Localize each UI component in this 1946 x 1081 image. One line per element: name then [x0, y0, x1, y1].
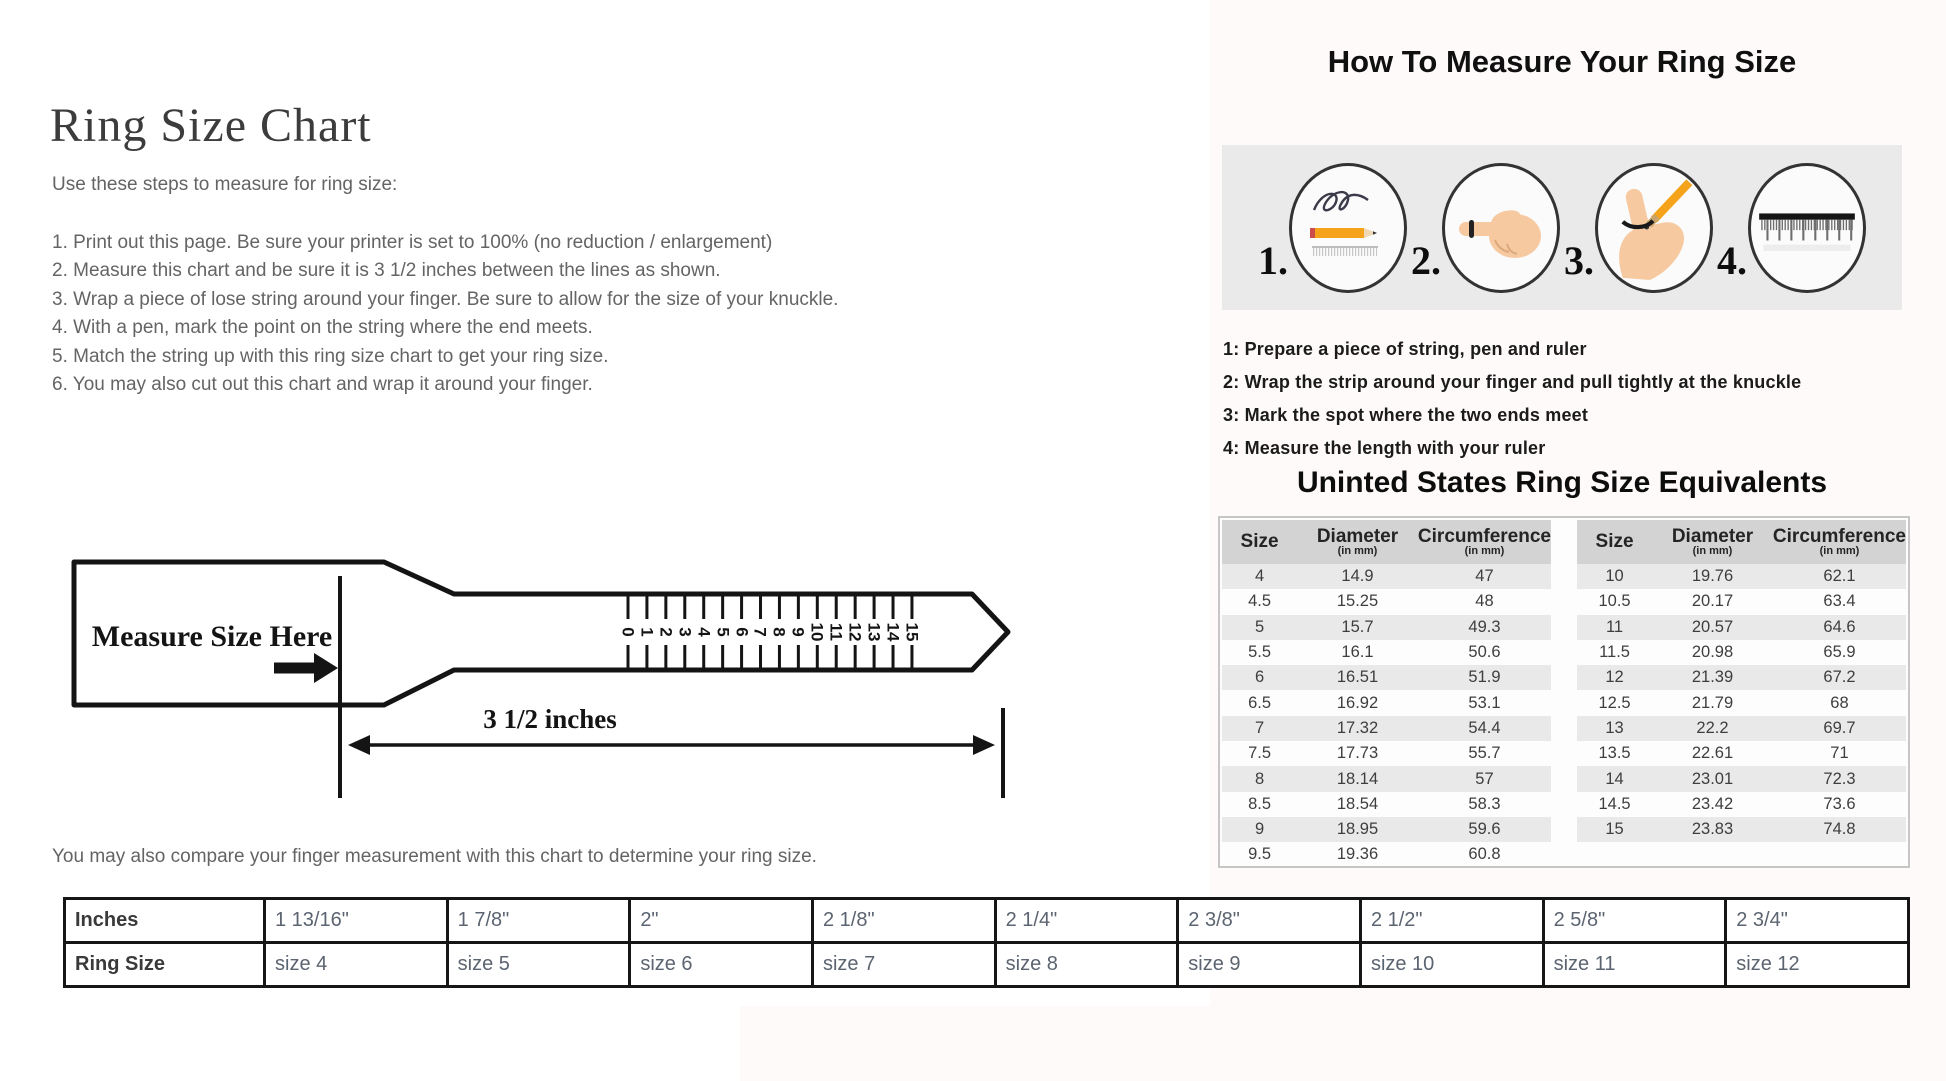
size-table-left-body — [1222, 564, 1551, 868]
circumference-cell: 62.1 — [1823, 567, 1856, 586]
circumference-cell: 60.8 — [1468, 845, 1501, 864]
size-table-row — [1577, 564, 1906, 589]
inches-cell: 2 3/4" — [1726, 899, 1909, 943]
size-table-row — [1577, 792, 1906, 817]
diameter-cell: 23.01 — [1691, 769, 1734, 788]
tick-label: 1 — [637, 627, 657, 637]
illustration-step-4 — [1717, 163, 1866, 293]
diameter-cell: 16.92 — [1336, 693, 1379, 712]
diameter-unit-label: (in mm) — [1692, 545, 1733, 558]
size-cell: 5.5 — [1248, 643, 1271, 662]
dimension-label: 3 1/2 inches — [483, 704, 617, 734]
circumference-cell: 65.9 — [1823, 643, 1856, 662]
inches-cell: 2 5/8" — [1543, 899, 1726, 943]
tick-label: 0 — [618, 627, 638, 637]
how-to-measure-illustrations — [1222, 145, 1902, 310]
inches-cell: 2 3/8" — [1178, 899, 1361, 943]
step-3-circle — [1595, 163, 1713, 293]
measure-size-label: Measure Size Here — [91, 620, 333, 653]
measure-step: 1: Prepare a piece of string, pen and ruler — [1223, 339, 1587, 359]
size-table-row — [1577, 741, 1906, 766]
how-to-measure-heading: How To Measure Your Ring Size — [1327, 44, 1797, 79]
instruction-steps — [52, 229, 838, 399]
size-table-row — [1577, 716, 1906, 741]
diameter-cell — [1652, 842, 1773, 867]
diameter-cell: 20.98 — [1691, 643, 1734, 662]
size-cell: 10.5 — [1598, 592, 1631, 611]
ring-size-cell: size 8 — [995, 943, 1178, 987]
tick-label: 11 — [826, 623, 846, 641]
size-cell: 11.5 — [1599, 643, 1630, 662]
circumference-cell: 68 — [1830, 693, 1849, 712]
diameter-cell: 23.42 — [1691, 794, 1734, 813]
size-table-row — [1577, 766, 1906, 791]
diameter-cell: 17.73 — [1336, 744, 1379, 763]
size-table-row — [1222, 766, 1551, 791]
measure-steps — [1223, 333, 1801, 465]
size-table-row — [1222, 792, 1551, 817]
size-header: Size — [1577, 520, 1652, 564]
size-cell: 8.5 — [1248, 794, 1271, 813]
diameter-cell: 19.36 — [1336, 845, 1379, 864]
diameter-cell: 19.76 — [1691, 567, 1734, 586]
size-table-row — [1222, 817, 1551, 842]
size-cell: 10 — [1605, 567, 1624, 586]
circumference-cell: 48 — [1475, 592, 1494, 611]
instruction-step: 6. You may also cut out this chart and wrap it around your finger. — [52, 374, 593, 396]
size-table-row — [1222, 615, 1551, 640]
size-cell: 6 — [1254, 668, 1265, 687]
size-table-header-row — [1222, 520, 1551, 564]
step-4-circle — [1748, 163, 1866, 293]
measure-step: 4: Measure the length with your ruler — [1223, 438, 1546, 458]
diameter-unit-label: (in mm) — [1337, 545, 1378, 558]
circumference-cell: 55.7 — [1468, 744, 1501, 763]
tick-label: 7 — [750, 627, 770, 637]
size-table-row — [1577, 665, 1906, 690]
dimension-arrow — [348, 735, 995, 755]
size-cell: 12 — [1605, 668, 1624, 687]
inches-cell: 1 7/8" — [447, 899, 630, 943]
diameter-cell: 16.1 — [1341, 643, 1374, 662]
circumference-cell: 73.6 — [1823, 794, 1856, 813]
illustration-step-2 — [1411, 163, 1560, 293]
size-cell: 7 — [1254, 718, 1265, 737]
inches-cell: 2" — [630, 899, 813, 943]
circumference-cell: 69.7 — [1823, 718, 1856, 737]
step-number: 2. — [1411, 237, 1441, 283]
size-table-row — [1222, 842, 1551, 867]
illustration-step-1 — [1258, 163, 1407, 293]
intro-text: Use these steps to measure for ring size: — [52, 174, 398, 195]
compare-note: You may also compare your finger measurement with this chart to determine your ring size. — [52, 846, 817, 867]
ring-size-row — [65, 943, 1909, 987]
instruction-step: 1. Print out this page. Be sure your printer is set to 100% (no reduction / enlargement) — [52, 232, 773, 253]
tick-label: 2 — [656, 627, 676, 637]
instruction-step: 2. Measure this chart and be sure it is 3 1/2 inches between the lines as shown. — [52, 260, 721, 282]
circumference-cell: 63.4 — [1823, 592, 1856, 611]
ring-size-cell: size 6 — [630, 943, 813, 987]
ring-size-row-label: Ring Size — [65, 943, 265, 987]
circumference-cell: 57 — [1475, 769, 1494, 788]
ring-sizer-diagram — [62, 556, 1012, 806]
size-table-row — [1222, 716, 1551, 741]
size-table-row — [1222, 690, 1551, 715]
size-cell: 4.5 — [1248, 592, 1271, 611]
size-cell: 9 — [1254, 820, 1265, 839]
page-title: Ring Size Chart — [50, 99, 372, 152]
size-header: Size — [1222, 520, 1297, 564]
ring-size-cell: size 11 — [1543, 943, 1726, 987]
size-cell: 6.5 — [1248, 693, 1271, 712]
size-cell: 13.5 — [1598, 744, 1631, 763]
circumference-cell: 71 — [1830, 744, 1849, 763]
circumference-cell: 72.3 — [1823, 769, 1856, 788]
size-cell: 13 — [1605, 718, 1624, 737]
circumference-cell: 47 — [1475, 567, 1494, 586]
tick-label: 13 — [864, 622, 884, 642]
diameter-header — [1652, 520, 1773, 564]
tick-label: 15 — [902, 622, 922, 642]
size-cell: 15 — [1605, 820, 1624, 839]
circumference-cell: 74.8 — [1823, 820, 1856, 839]
diameter-cell: 17.32 — [1336, 718, 1379, 737]
size-cell — [1577, 842, 1652, 867]
step-1-circle — [1289, 163, 1407, 293]
size-table-right-body — [1577, 564, 1906, 868]
instruction-step: 5. Match the string up with this ring size chart to get your ring size. — [52, 345, 609, 367]
circumference-cell: 58.3 — [1468, 794, 1501, 813]
size-table-row — [1222, 741, 1551, 766]
size-table-right — [1577, 520, 1906, 868]
size-table-row — [1577, 817, 1906, 842]
illustration-step-3 — [1564, 163, 1713, 293]
diameter-header — [1297, 520, 1418, 564]
circumference-cell: 59.6 — [1468, 820, 1501, 839]
diameter-header-label: Diameter — [1316, 525, 1399, 547]
tick-label: 8 — [769, 627, 789, 637]
circumference-cell: 49.3 — [1468, 617, 1501, 636]
measure-step: 2: Wrap the strip around your finger and pull tightly at the knuckle — [1223, 372, 1802, 392]
circumference-header — [1418, 520, 1551, 564]
ring-size-cell: size 10 — [1360, 943, 1543, 987]
circumference-cell: 64.6 — [1823, 617, 1856, 636]
inches-cell: 2 1/4" — [995, 899, 1178, 943]
diameter-cell: 20.17 — [1691, 592, 1734, 611]
size-table-row — [1577, 842, 1906, 867]
diameter-header-label: Diameter — [1671, 525, 1754, 547]
diameter-cell: 21.79 — [1691, 693, 1734, 712]
circumference-header — [1773, 520, 1906, 564]
ring-size-cell: size 7 — [812, 943, 995, 987]
tick-label: 3 — [675, 627, 695, 637]
circumference-unit-label: (in mm) — [1819, 545, 1860, 558]
background-tint-bottom — [740, 1006, 1210, 1081]
size-table-row — [1577, 615, 1906, 640]
diameter-cell: 14.9 — [1341, 567, 1374, 586]
ruler-icon — [1755, 176, 1859, 280]
step-number: 1. — [1258, 237, 1288, 283]
step-number: 4. — [1717, 237, 1747, 283]
inches-to-size-table — [63, 897, 1910, 988]
diameter-cell: 18.95 — [1336, 820, 1379, 839]
inches-row-label: Inches — [65, 899, 265, 943]
size-cell: 14 — [1605, 769, 1624, 788]
size-table-row — [1577, 690, 1906, 715]
diameter-cell: 21.39 — [1691, 668, 1734, 687]
ring-size-cell: size 12 — [1726, 943, 1909, 987]
step-2-circle — [1442, 163, 1560, 293]
diameter-cell: 18.54 — [1336, 794, 1379, 813]
diameter-cell: 15.7 — [1341, 617, 1374, 636]
size-table-row — [1222, 640, 1551, 665]
tick-label: 6 — [732, 627, 752, 637]
tick-label: 10 — [807, 622, 827, 642]
tick-label: 14 — [883, 622, 903, 642]
diameter-cell: 15.25 — [1336, 592, 1379, 611]
inches-cell: 1 13/16" — [265, 899, 448, 943]
size-cell: 8 — [1254, 769, 1265, 788]
string-pen-ruler-icon — [1298, 176, 1398, 280]
size-cell: 4 — [1254, 567, 1265, 586]
circumference-header-label: Circumference — [1417, 525, 1551, 547]
circumference-unit-label: (in mm) — [1464, 545, 1505, 558]
tick-label: 4 — [694, 627, 714, 637]
size-cell: 5 — [1254, 617, 1265, 636]
mark-knuckle-icon — [1602, 174, 1706, 282]
equivalents-heading: Uninted States Ring Size Equivalents — [1296, 466, 1828, 499]
ring-size-cell: size 5 — [447, 943, 630, 987]
size-table-row — [1577, 589, 1906, 614]
size-cell: 7.5 — [1248, 744, 1271, 763]
circumference-cell: 50.6 — [1468, 643, 1501, 662]
size-cell: 9.5 — [1248, 845, 1271, 864]
size-table-left — [1222, 520, 1551, 868]
step-number: 3. — [1564, 237, 1594, 283]
size-table-row — [1222, 665, 1551, 690]
sizer-tick-labels — [619, 623, 922, 642]
inches-row — [65, 899, 1909, 943]
tick-label: 12 — [845, 622, 865, 642]
circumference-cell: 53.1 — [1468, 693, 1501, 712]
circumference-cell: 67.2 — [1823, 668, 1856, 687]
ring-size-equivalents-tables — [1218, 516, 1910, 868]
size-cell: 12.5 — [1598, 693, 1631, 712]
size-table-header-row — [1577, 520, 1906, 564]
diameter-cell: 22.61 — [1691, 744, 1734, 763]
instruction-step: 3. Wrap a piece of lose string around your finger. Be sure to allow for the size of your knuckle. — [52, 288, 839, 310]
diameter-cell: 20.57 — [1691, 617, 1734, 636]
measure-step: 3: Mark the spot where the two ends meet — [1223, 405, 1589, 425]
size-cell: 11 — [1605, 617, 1624, 636]
size-cell: 14.5 — [1598, 794, 1631, 813]
size-table-row — [1222, 564, 1551, 589]
diameter-cell: 23.83 — [1691, 820, 1734, 839]
tick-label: 9 — [788, 627, 808, 637]
tick-label: 5 — [713, 627, 733, 637]
size-table-row — [1577, 640, 1906, 665]
circumference-cell: 51.9 — [1468, 668, 1501, 687]
size-table-row — [1222, 589, 1551, 614]
circumference-cell — [1773, 842, 1906, 867]
inches-cell: 2 1/2" — [1360, 899, 1543, 943]
circumference-cell: 54.4 — [1468, 718, 1501, 737]
diameter-cell: 16.51 — [1336, 668, 1379, 687]
ring-size-cell: size 9 — [1178, 943, 1361, 987]
string-on-finger-icon — [1451, 176, 1551, 280]
diameter-cell: 18.14 — [1336, 769, 1379, 788]
circumference-header-label: Circumference — [1772, 525, 1906, 547]
inches-cell: 2 1/8" — [812, 899, 995, 943]
right-arrow-icon — [274, 653, 338, 683]
instruction-step: 4. With a pen, mark the point on the string where the end meets. — [52, 317, 593, 339]
diameter-cell: 22.2 — [1696, 718, 1729, 737]
ring-size-cell: size 4 — [265, 943, 448, 987]
